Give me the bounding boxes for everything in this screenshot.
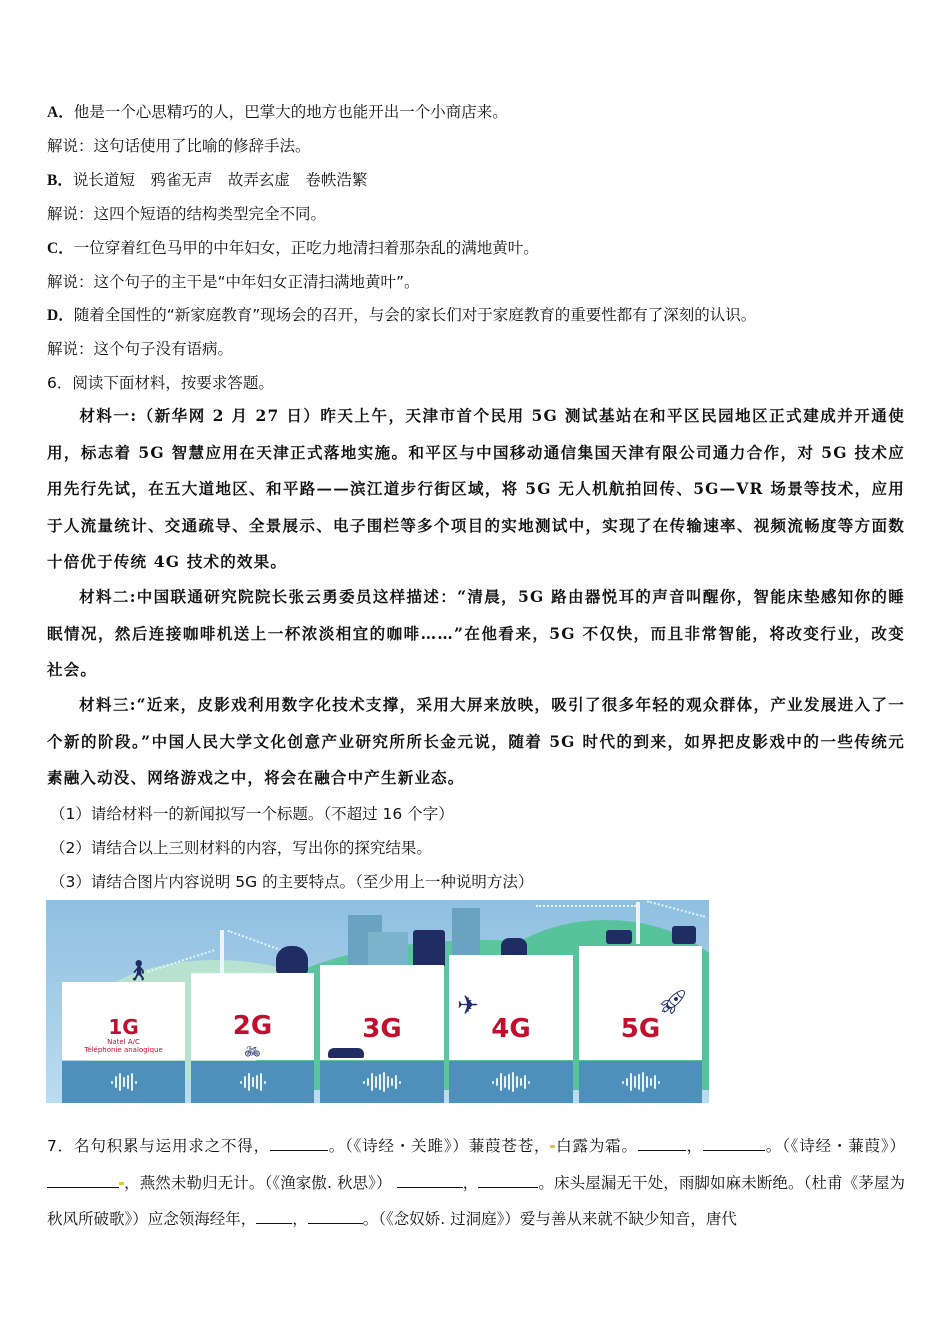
airplane-icon: ✈︎	[457, 991, 479, 1021]
material-3	[47, 687, 905, 797]
answer-blank[interactable]	[270, 1136, 328, 1151]
building-icon	[413, 930, 445, 966]
generation-label: 4G	[491, 1014, 531, 1044]
sound-wave-icon	[363, 1072, 401, 1092]
option-b	[47, 170, 367, 191]
q7-text: ，	[462, 1173, 479, 1192]
signal-line	[647, 900, 705, 917]
q7-text: 。（《念奴娇. 过洞庭》）爱与善从来就不缺少知音，唐代	[362, 1210, 737, 1228]
option-label: C．	[47, 240, 74, 257]
bus-icon	[672, 926, 696, 944]
person-phone-icon: 🚶︎	[126, 958, 152, 982]
option-a	[47, 102, 508, 123]
signal-wave-base	[191, 1061, 314, 1103]
signal-wave-base	[62, 1061, 185, 1103]
generation-subtitle: Natel A/C	[107, 1038, 140, 1046]
rocket-icon: 🚀︎	[657, 988, 688, 1016]
material-1	[47, 398, 905, 581]
answer-blank[interactable]	[308, 1209, 363, 1224]
q7-text: ，燕然未勒归无计。（《渔家傲. 秋思》）	[124, 1173, 392, 1192]
sound-wave-icon	[240, 1073, 266, 1091]
option-text: 随着全国性的“新家庭教育”现场会的召开，与会的家长们对于家庭教育的重要性都有了深刻的认识。	[73, 306, 757, 324]
sound-wave-icon	[111, 1073, 137, 1091]
sub-question-3: （3）请结合图片内容说明 5G 的主要特点。（至少用上一种说明方法）	[50, 873, 534, 891]
question-prompt: 阅读下面材料，按要求答题。	[72, 374, 274, 392]
generation-label: 2G	[232, 1011, 273, 1041]
material-2	[47, 579, 905, 689]
answer-blank[interactable]	[397, 1173, 463, 1188]
signal-line	[536, 905, 636, 907]
option-label: D．	[47, 307, 74, 324]
option-a-explain: 解说：这句话使用了比喻的修辞手法。	[47, 137, 311, 155]
question-number: 6．	[47, 374, 73, 392]
sound-wave-icon	[622, 1072, 660, 1092]
signal-line	[227, 930, 284, 952]
option-label: A．	[47, 104, 74, 121]
option-label: B．	[47, 172, 73, 189]
tile-5g	[579, 946, 702, 1060]
question-number: 7．	[47, 1137, 75, 1155]
cell-tower-icon	[636, 902, 640, 944]
sub-question-2: （2）请结合以上三则材料的内容，写出你的探究结果。	[50, 839, 432, 857]
tile-4g	[449, 955, 573, 1060]
q7-text: 白露为霜。	[555, 1137, 638, 1155]
signal-wave-base	[579, 1061, 702, 1103]
tile-2g	[191, 973, 314, 1060]
material-3-text: 材料三:“近来，皮影戏利用数字化技术支撑，采用大屏来放映，吸引了很多年轻的观众群体，产业发展进入了一个新的阶段。”中国人民大学文化创意产业研究所所长金元说，随着 5G 时代的到来，如界把皮影戏中的一些传统元素融入动没、网络游戏之中，将会在融合中产生新业态。	[47, 695, 905, 787]
signal-wave-base	[320, 1061, 444, 1103]
generation-subtitle: Téléphonie analogique	[84, 1046, 163, 1054]
signal-wave-base	[449, 1061, 573, 1103]
option-b-explain: 解说：这四个短语的结构类型完全不同。	[47, 205, 327, 223]
answer-blank[interactable]	[703, 1136, 765, 1151]
bicycle-icon: 🚲︎	[244, 1045, 261, 1060]
answer-blank[interactable]	[478, 1173, 538, 1188]
tile-1g	[62, 982, 185, 1060]
answer-blank[interactable]	[638, 1136, 686, 1151]
answer-blank[interactable]	[256, 1209, 292, 1224]
generations-infographic	[46, 900, 709, 1103]
q7-text: 名句积累与运用求之不得，	[74, 1137, 270, 1155]
option-text: 他是一个心思精巧的人，巴掌大的地方也能开出一个小商店来。	[73, 103, 508, 121]
cell-tower-icon	[220, 930, 224, 975]
option-c	[47, 238, 539, 259]
question-6-heading	[47, 373, 274, 393]
q7-text: 。（《诗经・关雎》）蒹葭苍苍，	[327, 1137, 551, 1155]
sound-wave-icon	[492, 1072, 530, 1092]
q7-text: 。（《诗经・蒹葭》）	[764, 1137, 905, 1155]
car-icon	[328, 1048, 364, 1058]
building-icon	[368, 932, 408, 967]
tile-3g	[320, 965, 444, 1060]
q7-text: 。床头屋漏无干处，雨脚如麻未断绝。（杜甫《茅屋为秋风所破歌》）应念领海经年，	[47, 1173, 905, 1228]
sub-question-1: （1）请给材料一的新闻拟写一个标题。（不超过 16 个字）	[50, 805, 454, 823]
generation-label: 3G	[362, 1014, 402, 1044]
q7-text: ，	[292, 1210, 308, 1228]
material-2-text: 材料二:中国联通研究院院长张云勇委员这样描述：“清晨，5G 路由器悦耳的声音叫醒你，智能床垫感知你的睡眠情况，然后连接咖啡机送上一杯浓淡相宜的咖啡……”在他看来，5G 不仅快，而且非常智能，将改变行业，改变社会。	[47, 587, 905, 679]
question-7	[47, 1128, 905, 1238]
headset-person-icon	[276, 946, 308, 974]
people-icon	[606, 930, 632, 944]
answer-blank[interactable]	[47, 1173, 119, 1188]
generation-label: 5G	[620, 1014, 661, 1044]
option-d	[47, 305, 756, 326]
material-1-text: 材料一:（新华网 2 月 27 日）昨天上午，天津市首个民用 5G 测试基站在和平区民园地区正式建成并开通使用，标志着 5G 智慧应用在天津正式落地实施。和平区与中国移动通信集国天津有限公司通力合作，对 5G 技术应用先行先试，在五大道地区、和平路——滨江道步行街区域，将 5G 无人机航拍回传、5G—VR 场景等技术，应用于人流量统计、交通疏导、全景展示、电子围栏等多个项目的实地测试中，实现了在传输速率、视频流畅度等方面数十倍优于传统 4G 技术的效果。	[47, 406, 905, 571]
option-text: 一位穿着红色马甲的中年妇女，正吃力地清扫着那杂乱的满地黄叶。	[73, 239, 539, 257]
generation-label: 1G	[108, 1015, 139, 1039]
option-c-explain: 解说：这个句子的主干是“中年妇女正清扫满地黄叶”。	[47, 273, 420, 291]
option-d-explain: 解说：这个句子没有语病。	[47, 340, 234, 358]
q7-text: ，	[685, 1137, 703, 1155]
option-text: 说长道短 鸦雀无声 故弄玄虚 卷帙浩繁	[72, 171, 368, 189]
